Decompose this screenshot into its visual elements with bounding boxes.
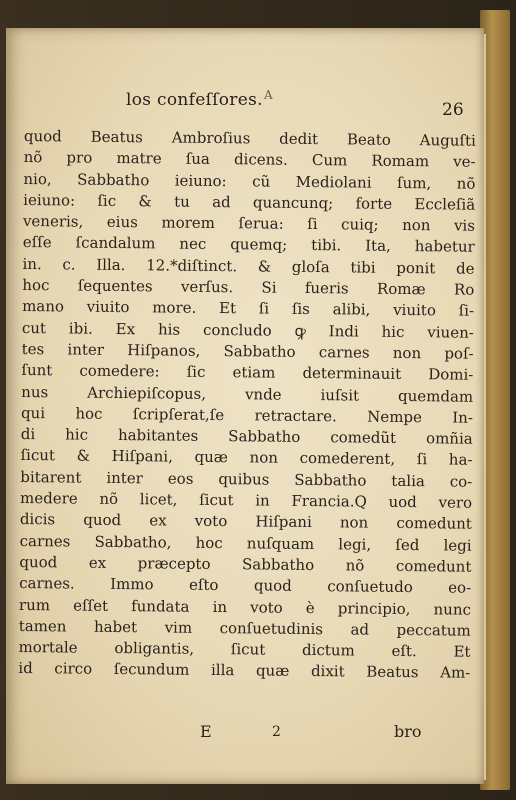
text-line: qui hoc ſcripſerat,ſe retractare. Nempe In-: [20, 403, 474, 427]
text-line: hoc ſequentes verſus. Si fueris Romæ Ro: [22, 276, 475, 299]
text-line: mortale obligantis, ſicut dictum eſt. Et: [18, 638, 471, 661]
text-line: eſſe ſcandalum nec quemq; tibi. Ita, habetur: [22, 233, 475, 257]
text-line: quod Beatus Ambroſius dedit Beato Auguſti: [23, 126, 476, 150]
text-line: ſicut & Hiſpani, quæ non comederent, ſi ha-: [20, 446, 473, 470]
signature-number: 2: [272, 724, 281, 740]
running-header: [126, 90, 426, 116]
body-text: [18, 126, 476, 684]
running-title: los confeſſores.: [126, 90, 263, 110]
text-line: dicis quod ex voto Hiſpani non comedunt: [19, 510, 472, 534]
text-line: tes inter Hiſpanos, Sabbatho carnes non poſ-: [21, 339, 474, 363]
text-line: tamen habet vim conſuetudinis ad peccatum: [18, 616, 471, 640]
text-line: carnes Sabbatho, hoc nuſquam legi, ſed legi: [19, 531, 472, 555]
page-number: 26: [442, 100, 464, 120]
text-line: carnes. Immo eſto quod conſuetudo eo-: [19, 574, 472, 597]
text-line: in. c. Illa. 12.*diſtinct. & gloſa tibi ponit de: [22, 254, 475, 278]
text-line: nõ pro matre ſua dicens. Cum Romam ve-: [23, 148, 476, 172]
text-line: medere nõ licet, ſicut in Francia.Q uod vero: [20, 489, 473, 512]
text-line: ſunt comedere: ſic etiam determinauit Domi-: [21, 361, 474, 384]
marginal-mark: A: [264, 88, 273, 102]
text-line: cut ibi. Ex his concludo ꝙ Indi hic viuen-: [21, 318, 474, 342]
text-line: rum eſſet fundata in voto è principio, nunc: [18, 595, 472, 619]
text-line: veneris, eius morem ſerua: ſi cuiq; non vis: [22, 212, 476, 235]
book-page: [6, 28, 484, 784]
text-line: bitarent inter eos quibus Sabbatho talia co-: [20, 467, 473, 491]
signature-mark: E: [200, 722, 212, 741]
text-line: nus Archiepiſcopus, vnde iuſsit quemdam: [21, 382, 474, 406]
catchword: bro: [394, 722, 422, 741]
text-line: mano viuito more. Et ſi ſis alibi, viuito ſi-: [22, 297, 475, 321]
text-line: id circo ſecundum illa quæ dixit Beatus Am-: [18, 659, 471, 683]
page-footer: [6, 722, 484, 746]
text-line: ieiuno: ſic & tu ad quancunq; forte Eccleſiã: [23, 190, 476, 214]
text-line: nio, Sabbatho ieiuno: cũ Mediolani ſum, nõ: [23, 169, 476, 193]
text-line: quod ex præcepto Sabbatho nõ comedunt: [19, 552, 472, 576]
text-line: di hic habitantes Sabbatho comedũt omñia: [20, 425, 473, 448]
